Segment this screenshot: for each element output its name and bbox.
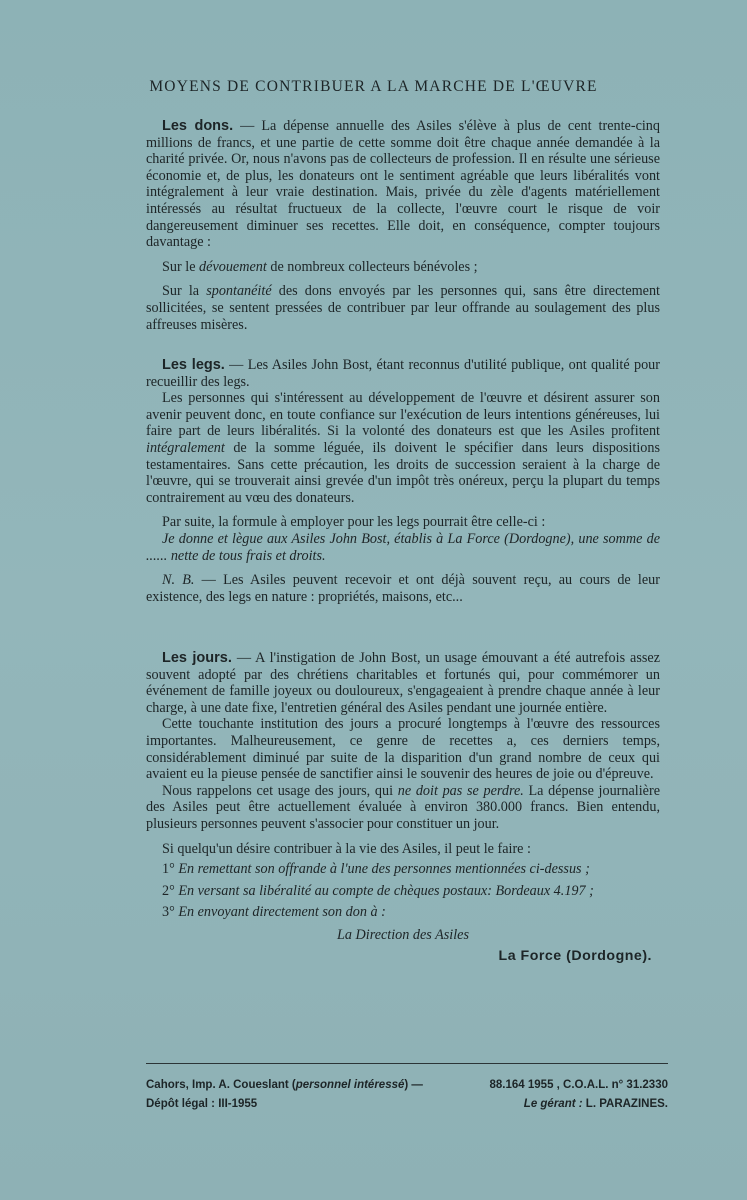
jours-list-item-2 bbox=[146, 883, 660, 900]
list-number-1: 1° bbox=[162, 861, 175, 878]
dons-text-3b: des dons envoyés par les personnes qui, sans être directement sollicitées, se sentent pressées de contribuer par leur offrande au soulagement des plus affreuses misères. bbox=[146, 283, 660, 333]
jours-text-3b: La dépense journalière des Asiles peut être actuellement évaluée à environ 380.000 francs. Bien entendu, plusieurs personnes peuvent s'associer pour constituer un jour. bbox=[146, 782, 661, 832]
footer-reference: 88.164 1955 , C.O.A.L. n° 31.2330 bbox=[489, 1079, 668, 1091]
legs-text-2a: Les personnes qui s'intéressent au développement de l'œuvre et désirent assurer son avenir peuvent donc, en toute confiance sur l'exécution de leurs intentions généreuses, lui faire part de leurs libéralités. Si la volonté des donateurs est que les Asiles profitent bbox=[146, 390, 660, 440]
dons-text-1: — La dépense annuelle des Asiles s'élève à plus de cent trente-cinq millions de francs, et une partie de cette somme doit être chaque année demandée à la charité privée. Or, nous n'avons pas de collecteurs de profession. Il en résulte une sérieuse économie et, de plus, les donateurs ont le sentiment agréable que leurs libéralités vont intégralement à leur vraie destination. Mais, privée du zèle d'agents matériellement intéressés au résultat fructueux de la collecte, l'œuvre court le risque de voir dangereusement diminuer ses recettes. Elle doit, en conséquence, compter toujours davantage : bbox=[146, 118, 660, 251]
signature-direction: La Direction des Asiles bbox=[336, 926, 470, 943]
dons-text-3i: spontanéité bbox=[206, 283, 272, 300]
jours-paragraph-4: Si quelqu'un désire contribuer à la vie des Asiles, il peut le faire : bbox=[162, 840, 531, 857]
footer-printer-a: Cahors, Imp. A. Coueslant ( bbox=[146, 1079, 296, 1091]
list-number-3: 3° bbox=[162, 904, 175, 921]
dons-paragraph-3 bbox=[146, 283, 660, 333]
dons-text-2a: Sur le bbox=[162, 258, 200, 275]
section-jours bbox=[146, 650, 660, 964]
legs-lead: Les legs. bbox=[162, 357, 225, 373]
legs-text-2b: de la somme léguée, ils doivent le spécifier dans leurs dispositions testamentaires. Sans cette précaution, les droits de succession seraient à la charge de l'œuvre, qui se trouverait ainsi grevée d'un impôt très onéreux, perçu la plupart du temps contrairement au vœu des donateurs. bbox=[146, 439, 660, 506]
footer-depot-legal: Dépôt légal : III-1955 bbox=[146, 1098, 258, 1110]
list-number-2: 2° bbox=[162, 882, 175, 899]
footer-printer-b: ) — bbox=[404, 1079, 423, 1091]
legs-nb-label: N. B. bbox=[162, 572, 195, 589]
legs-nb-text: — Les Asiles peuvent recevoir et ont déjà souvent reçu, au cours de leur existence, des legs en nature : propriétés, maisons, etc... bbox=[146, 572, 660, 605]
dons-paragraph-2 bbox=[146, 259, 660, 276]
page-title: MOYENS DE CONTRIBUER A LA MARCHE DE L'ŒUVRE bbox=[149, 78, 598, 95]
list-text-3: En envoyant directement son don à : bbox=[178, 904, 386, 921]
footer-gerant bbox=[524, 1098, 668, 1110]
dons-text-2i: dévouement bbox=[199, 258, 267, 275]
jours-text-1: — A l'instigation de John Bost, un usage émouvant a été autrefois assez souvent adopté par des chrétiens charitables et fortunés qui, pour commémorer un événement de famille joyeux ou douloureux, s'engageaient à prendre chaque année à leur charge, à une date fixe, l'entretien général des Asiles pendant une journée entière. bbox=[146, 650, 660, 716]
jours-text-3a: Nous rappelons cet usage des jours, qui bbox=[162, 782, 398, 799]
footer-printer-i: personnel intéressé bbox=[295, 1079, 405, 1091]
footer-gerant-label: Le gérant : bbox=[523, 1098, 583, 1110]
section-dons bbox=[146, 118, 660, 333]
jours-list-item-3 bbox=[146, 904, 660, 921]
footer-divider bbox=[146, 1063, 668, 1064]
list-text-2: En versant sa libéralité au compte de chèques postaux: Bordeaux 4.197 ; bbox=[178, 882, 594, 899]
legs-paragraph-2 bbox=[146, 390, 660, 506]
footer-gerant-name: L. PARAZINES. bbox=[582, 1098, 668, 1110]
legs-text-1: — Les Asiles John Bost, étant reconnus d'utilité publique, ont qualité pour recueillir des legs. bbox=[146, 357, 660, 390]
jours-list-item-1 bbox=[146, 861, 660, 878]
jours-paragraph-2: Cette touchante institution des jours a procuré longtemps à l'œuvre des ressources importantes. Malheureusement, ce genre de recettes a, ces derniers temps, considérablement diminué par suite de la disparition d'un grand nombre de ceux qui avaient eu la pieuse pensée de sanctifier ainsi le souvenir des heures de joie ou d'épreuve. bbox=[146, 716, 660, 783]
signature-place: La Force (Dordogne). bbox=[498, 947, 652, 964]
legs-text-2i: intégralement bbox=[146, 439, 225, 456]
list-text-1: En remettant son offrande à l'une des personnes mentionnées ci-dessus ; bbox=[178, 861, 590, 878]
legs-nb bbox=[146, 572, 660, 605]
legs-formula: Je donne et lègue aux Asiles John Bost, établis à La Force (Dordogne), une somme de ...... nette de tous frais et droits. bbox=[146, 530, 660, 564]
legs-paragraph-3: Par suite, la formule à employer pour les legs pourrait être celle-ci : bbox=[162, 514, 546, 531]
dons-paragraph-1 bbox=[146, 118, 660, 251]
jours-text-3i: ne doit pas se perdre. bbox=[397, 782, 524, 799]
legs-paragraph-1 bbox=[146, 357, 660, 390]
footer-line-1 bbox=[146, 1079, 668, 1091]
footer-line-2 bbox=[146, 1098, 668, 1110]
dons-lead: Les dons. bbox=[162, 118, 234, 134]
dons-text-3a: Sur la bbox=[162, 283, 207, 300]
jours-lead: Les jours. bbox=[162, 650, 232, 666]
section-legs bbox=[146, 357, 660, 605]
footer-printer bbox=[146, 1079, 423, 1091]
jours-paragraph-3 bbox=[146, 783, 660, 833]
dons-text-2b: de nombreux collecteurs bénévoles ; bbox=[266, 258, 478, 275]
jours-paragraph-1 bbox=[146, 650, 660, 716]
